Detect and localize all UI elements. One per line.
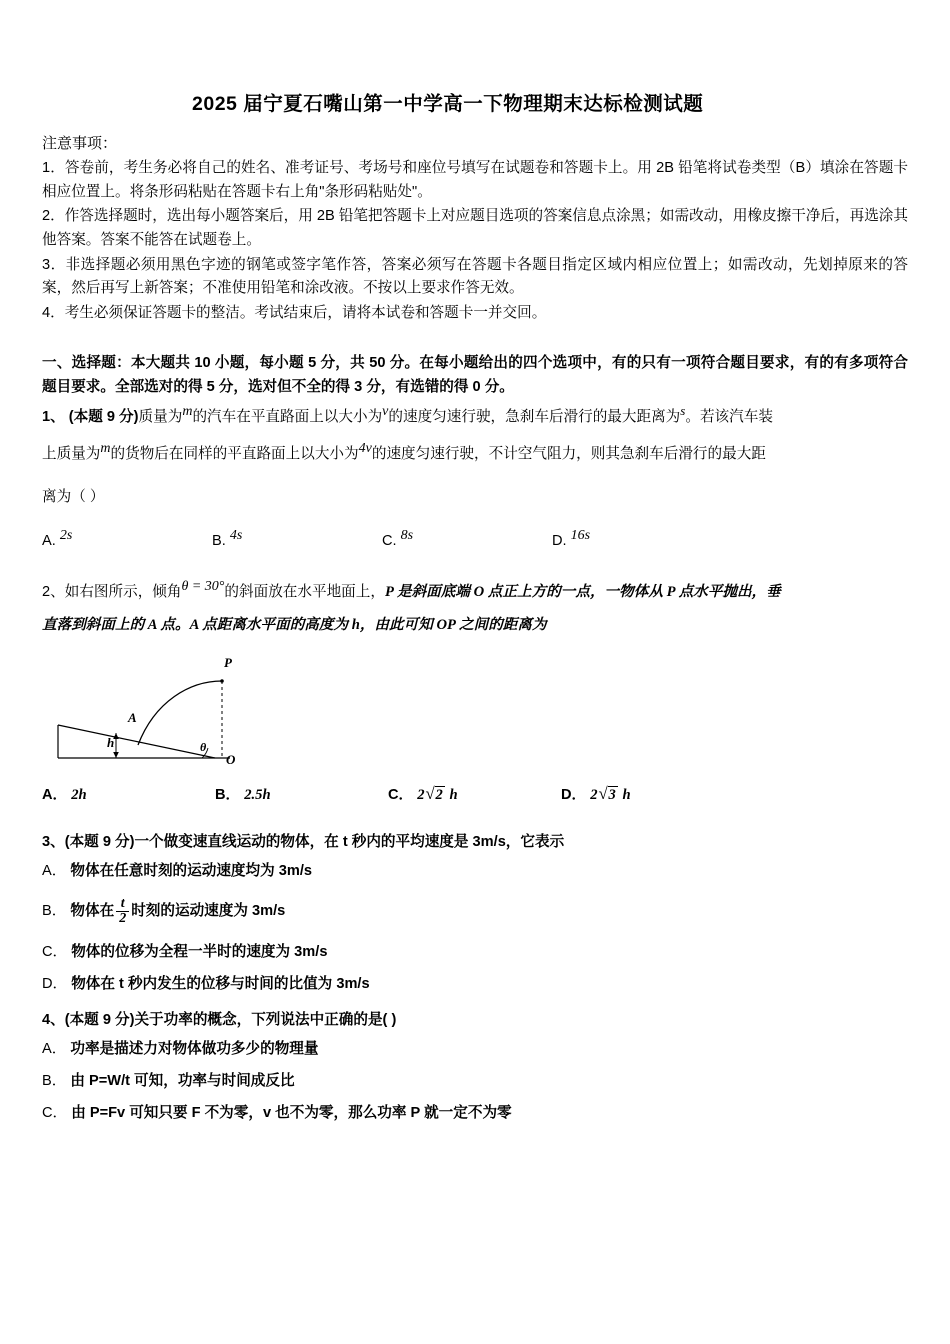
question-2-option-b-label: B． bbox=[215, 786, 241, 803]
question-1-stem-2: 的汽车在平直路面上以大小为 bbox=[192, 408, 383, 425]
question-2-stem-3: P 是斜面底端 O 点正上方的一点，一物体从 P 点水平抛出，垂 bbox=[384, 583, 781, 600]
question-4-choice-a-label: A． bbox=[42, 1041, 67, 1058]
figure-label-A: A bbox=[128, 709, 137, 725]
question-4-score-tag: (本题 9 分) bbox=[64, 1012, 135, 1029]
fraction-numerator: t bbox=[120, 895, 125, 911]
question-4-choice-c-label: C． bbox=[42, 1105, 68, 1122]
question-3-choice-d-label: D． bbox=[42, 976, 68, 993]
question-2-option-c[interactable]: C． 2 √ 2 h bbox=[388, 783, 561, 804]
fraction-denominator: 2 bbox=[116, 911, 129, 927]
question-1-var-s: s bbox=[680, 402, 686, 418]
question-1-stem-3: 的速度匀速行驶，急刹车后滑行的最大距离为 bbox=[388, 408, 681, 425]
question-1-var-v: v bbox=[382, 403, 389, 419]
question-1-stem-1: 质量为 bbox=[138, 408, 183, 425]
question-4-choice-b-label: B． bbox=[42, 1073, 67, 1090]
figure-label-P: P bbox=[224, 654, 232, 670]
question-1-var-m: m bbox=[182, 403, 193, 419]
notice-item-3: 3．非选择题必须用黑色字迹的钢笔或签字笔作答，答案必须写在答题卡各题目指定区域内相应位置上；如需改动，先划掉原来的答案，然后再写上新答案；不准使用铅笔和涂改液。不按以上要求作答无效。 bbox=[42, 256, 908, 297]
question-2-stem-2: 的斜面放在水平地面上， bbox=[224, 583, 385, 600]
question-3-score-tag: (本题 9 分) bbox=[64, 833, 135, 850]
question-2-option-d-label: D． bbox=[561, 786, 587, 803]
question-1-option-a-value: 2s bbox=[59, 527, 73, 543]
question-1-line2-var-m: m bbox=[100, 441, 111, 457]
page-title: 2025 届宁夏石嘴山第一中学高一下物理期末达标检测试题 bbox=[192, 93, 704, 115]
question-1-option-c-value: 8s bbox=[400, 527, 414, 543]
question-3-choice-d-text: 物体在 t 秒内发生的位移与时间的比值为 3m/s bbox=[71, 976, 370, 993]
sqrt-3-icon: √ 3 bbox=[599, 786, 618, 804]
question-2-line2: 直落到斜面上的 A 点。A 点距离水平面的高度为 h，由此可知 OP 之间的距离为 bbox=[42, 617, 547, 634]
question-2-option-a-h: h bbox=[78, 786, 87, 803]
figure-label-theta: θ bbox=[200, 739, 207, 754]
question-2-angle: θ = 30° bbox=[181, 578, 225, 594]
notice-item-2: 2．作答选择题时，选出每小题答案后，用 2B 铅笔把答题卡上对应题目选项的答案信息点涂黑；如需改动，用橡皮擦干净后，再选涂其他答案。答案不能答在试题卷上。 bbox=[42, 208, 908, 248]
question-1-option-b-label: B. bbox=[212, 532, 226, 549]
question-2 bbox=[42, 575, 908, 605]
question-4-choice-a-text: 功率是描述力对物体做功多少的物理量 bbox=[70, 1041, 319, 1058]
question-2-option-c-label: C． bbox=[388, 786, 414, 803]
question-4-choice-b-text: 由 P=W/t 可知，功率与时间成反比 bbox=[70, 1073, 295, 1090]
question-2-option-d[interactable]: D． 2 √ 3 h bbox=[561, 783, 734, 804]
question-2-option-b[interactable]: B． 2.5h bbox=[215, 786, 271, 803]
question-3-choice-a[interactable] bbox=[42, 855, 908, 887]
question-1-stem-4: 。若该汽车装 bbox=[685, 408, 773, 425]
question-4 bbox=[42, 1008, 908, 1033]
question-1-option-c-label: C. bbox=[382, 532, 397, 549]
question-1-line2 bbox=[42, 429, 908, 475]
figure-label-O: O bbox=[226, 751, 236, 767]
question-2-options bbox=[42, 783, 908, 804]
question-1-option-b-value: 4s bbox=[229, 527, 243, 543]
question-1-option-a[interactable] bbox=[42, 528, 212, 549]
question-3-choice-a-text: 物体在任意时刻的运动速度均为 3m/s bbox=[70, 862, 313, 879]
question-2-figure bbox=[50, 653, 250, 773]
question-3 bbox=[42, 830, 908, 855]
question-1-line2-b: 的货物后在同样的平直路面上以大小为 bbox=[110, 446, 359, 463]
question-3-number: 3、 bbox=[42, 833, 65, 850]
section-one-text: 本大题共 10 小题，每小题 5 分，共 50 分。在每小题给出的四个选项中，有的只有一项符合题目要求，有的有多项符合题目要求。全部选对的得 5 分，选对但不全的得 3 分，有选错的得 0 分。 bbox=[42, 355, 908, 396]
notice-heading: 注意事项： bbox=[42, 135, 118, 152]
question-3-choice-c-text: 物体的位移为全程一半时的速度为 3m/s bbox=[71, 944, 328, 961]
question-2-stem-1: 如右图所示，倾角 bbox=[64, 583, 182, 600]
notice-item-4: 4．考生必须保证答题卡的整洁。考试结束后，请将本试卷和答题卡一并交回。 bbox=[42, 304, 547, 321]
question-4-choice-b[interactable] bbox=[42, 1065, 908, 1097]
question-2-option-a-label: A． bbox=[42, 786, 68, 803]
question-1-line2-a: 上质量为 bbox=[42, 446, 101, 463]
question-1-options bbox=[42, 528, 908, 549]
question-3-stem: 一个做变速直线运动的物体，在 t 秒内的平均速度是 3m/s，它表示 bbox=[134, 833, 565, 850]
question-1-line2-var-4v: 4v bbox=[358, 441, 372, 457]
question-1 bbox=[42, 400, 908, 430]
question-1-line2-c: 的速度匀速行驶，不计空气阻力，则其急刹车后滑行的最大距 bbox=[371, 446, 766, 463]
question-1-option-d[interactable] bbox=[552, 528, 722, 549]
question-3-choice-a-label: A． bbox=[42, 862, 67, 879]
incline-projectile-diagram bbox=[50, 653, 250, 773]
question-1-score-tag: (本题 9 分) bbox=[68, 408, 139, 425]
question-3-choice-b-label: B． bbox=[42, 902, 67, 919]
fraction-t-over-2 bbox=[116, 897, 129, 927]
figure-label-h: h bbox=[107, 734, 115, 750]
section-one-intro bbox=[42, 352, 908, 399]
question-4-choice-a[interactable] bbox=[42, 1033, 908, 1065]
notice-section bbox=[42, 132, 908, 325]
question-1-option-d-label: D. bbox=[552, 532, 567, 549]
question-1-option-a-label: A. bbox=[42, 532, 56, 549]
question-3-choice-b[interactable] bbox=[42, 887, 908, 937]
question-4-choice-c-text: 由 P=Fv 可知只要 F 不为零，v 也不为零，那么功率 P 就一定不为零 bbox=[71, 1105, 512, 1122]
section-one-label: 一、选择题： bbox=[42, 355, 131, 372]
question-3-choice-b-text-pre: 物体在 bbox=[70, 902, 115, 919]
question-1-line3: 离为（ ） bbox=[42, 488, 105, 505]
question-2-option-a[interactable]: A． 2h bbox=[42, 786, 87, 803]
question-3-choice-d[interactable] bbox=[42, 968, 908, 1000]
question-4-number: 4、 bbox=[42, 1012, 65, 1029]
question-1-option-b[interactable] bbox=[212, 528, 382, 549]
sqrt-2-icon: √ 2 bbox=[426, 786, 445, 804]
question-1-option-d-value: 16s bbox=[570, 527, 591, 543]
question-4-stem: 关于功率的概念，下列说法中正确的是( ) bbox=[134, 1012, 397, 1029]
question-4-choice-c[interactable] bbox=[42, 1097, 908, 1129]
question-1-option-c[interactable] bbox=[382, 528, 552, 549]
question-3-choice-c-label: C． bbox=[42, 944, 68, 961]
question-3-choice-c[interactable] bbox=[42, 936, 908, 968]
question-1-number: 1、 bbox=[42, 408, 65, 425]
notice-item-1: 1．答卷前，考生务必将自己的姓名、准考证号、考场号和座位号填写在试题卷和答题卡上。用 2B 铅笔将试卷类型（B）填涂在答题卡相应位置上。将条形码粘贴在答题卡右上角"条形码粘贴处"。 bbox=[42, 160, 908, 200]
question-2-number: 2、 bbox=[42, 583, 65, 600]
question-2-option-b-h: h bbox=[262, 786, 271, 803]
question-3-choice-b-text-post: 时刻的运动速度为 3m/s bbox=[131, 902, 286, 919]
